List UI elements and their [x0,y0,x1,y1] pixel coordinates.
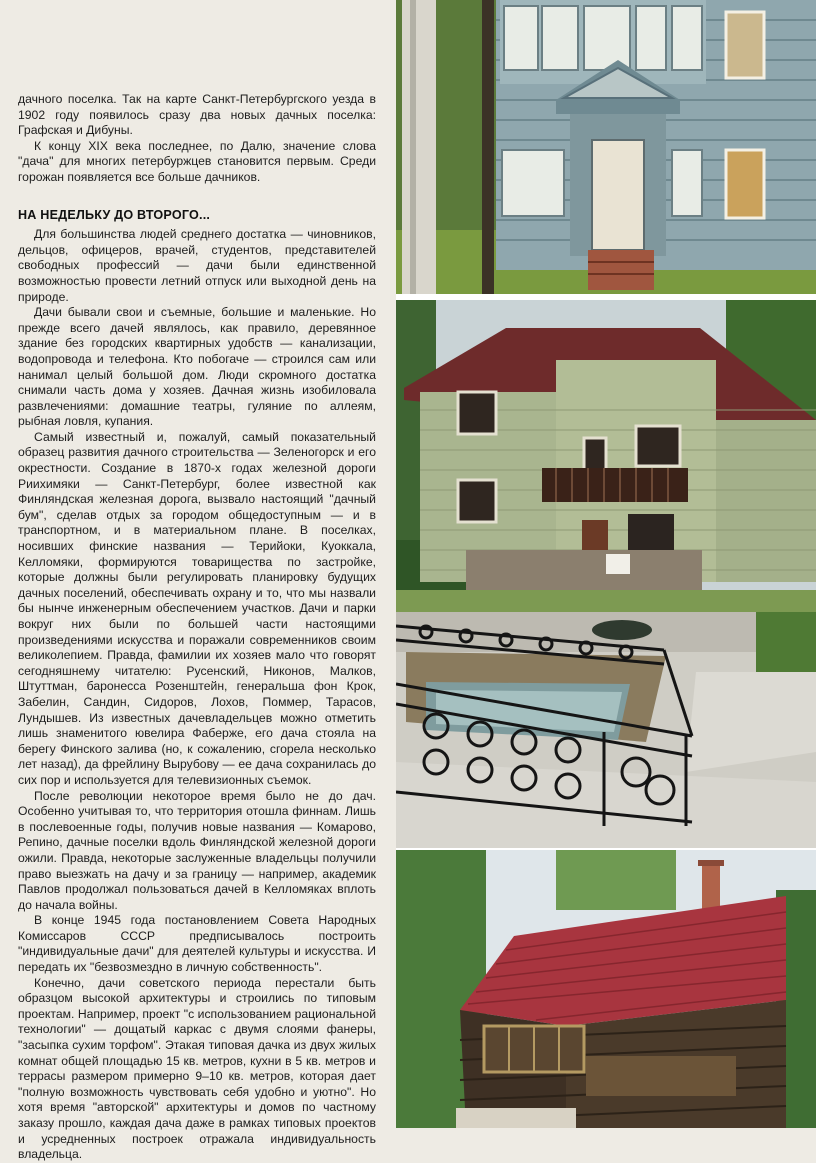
article-paragraph: После революции некоторое время было не до дач. Особенно учитывая то, что территория отошла финнам. Лишь в послевоенные годы, получив новые названия — Комарово, Репино, дачные поселки вдоль Финляндской железной дороги ожили. Правда, некоторые заслуженные владельцы получили право выезжать на дачу и за границу — например, академик Павлов продолжал пользоваться дачей в Келломяках вплоть до начала войны. [18,788,376,912]
article-text-column [18,92,376,1163]
photo-column [396,0,816,1128]
article-paragraph: К концу XIX века последнее, по Далю, значение слова "дача" для многих петербуржцев становится первым. Среди горожан появляется все больше дачников. [18,138,376,184]
article-paragraph: Самый известный и, пожалуй, самый показательный образец развития дачного строительства — Зеленогорск и его окрестности. Создание в 1870-х годах железной дороги Риихимяки — Санкт-Петербург, более известной как Финляндская железная дорога, вызвало настоящий "дачный бум", сделав отдых за городом общедоступным — и в транспортном, и в материальном плане. В поселках, носивших финские названия — Терийоки, Куоккала, Келломяки, формируются товарищества по застройке, которые должны были регулировать планировку будущих дачных поселений, обеспечивать охрану и то, что мы назвали бы нынче инженерным обеспечением участков. Дачи и парки вокруг них были по большей части настоящими произведениями искусства и поражали современников своим великолепием. Правда, фамилии их хозяев мало что говорят сегодняшнему читателю: Русенский, Никонов, Малков, Штуттман, баронесса Розенштейн, генеральша фон Крок, Забелин, Сандин, Сидоров, Лохов, Поммер, Тарасов, Лундышев. Из известных дачевладельцев можно отметить лишь знаменитого ювелира Фаберже, его дача стояла на берегу Финского залива (но, к сожалению, сгорела несколько лет назад), да фрейлину Вырубову — ее дача сохранилась до сих пор и используется для телевизионных съемок. [18,429,376,787]
article-paragraph: Дачи бывали свои и съемные, большие и маленькие. Но прежде всего дачей являлось, как правило, деревянное здание без городских квартирных удобств — канализации, водопровода и телефона. Кто побогаче — строился сам или нанимал целый большой дом. Люди скромного достатка снимали часть дома у хозяев. Дачная жизнь изобиловала развлечениями: домашние театры, гуляние по аллеям, рыбная ловля, купания. [18,305,376,429]
photo-iron-fence-pool [396,612,816,848]
photo-red-roof-log-house [396,850,816,1128]
photo-old-log-dacha [396,0,816,294]
article-paragraph: Для большинства людей среднего достатка — чиновников, дельцов, офицеров, врачей, студентов, представителей свободных профессий — дачи были единственной возможностью провести летний отпуск или выходной день на природе. [18,227,376,304]
article-paragraph: В конце 1945 года постановлением Совета Народных Комиссаров СССР предписывалось построить "индивидуальные дачи" для деятелей культуры и искусства. И передать их "безвозмездно в личную собственность". [18,913,376,975]
photo-siding-house [396,300,816,612]
article-paragraph: Конечно, дачи советского периода перестали быть образцом высокой архитектуры и строились по типовым проектам. Например, проект "с использованием рациональной технологии" — дощатый каркас с двумя слоями фанеры, "засыпка сухим торфом". Этакая типовая дачка из двух жилых комнат общей площадью 15 кв. метров, кухни в 5 кв. метров и террасы размером примерно 9–10 кв. метров, которая дает "полную возможность чувствовать себя удобно и уютно". Но хотя время "авторской" архитектуры и домов по частному заказу прошло, каждая дача даже в рамках типовых проектов и усредненных построек отражала индивидуальность владельца. [18,975,376,1162]
article-paragraph: дачного поселка. Так на карте Санкт-Петербургского уезда в 1902 году появилось сразу два новых дачных поселка: Графская и Дибуны. [18,92,376,138]
section-heading: НА НЕДЕЛЬКУ ДО ВТОРОГО... [18,207,211,222]
